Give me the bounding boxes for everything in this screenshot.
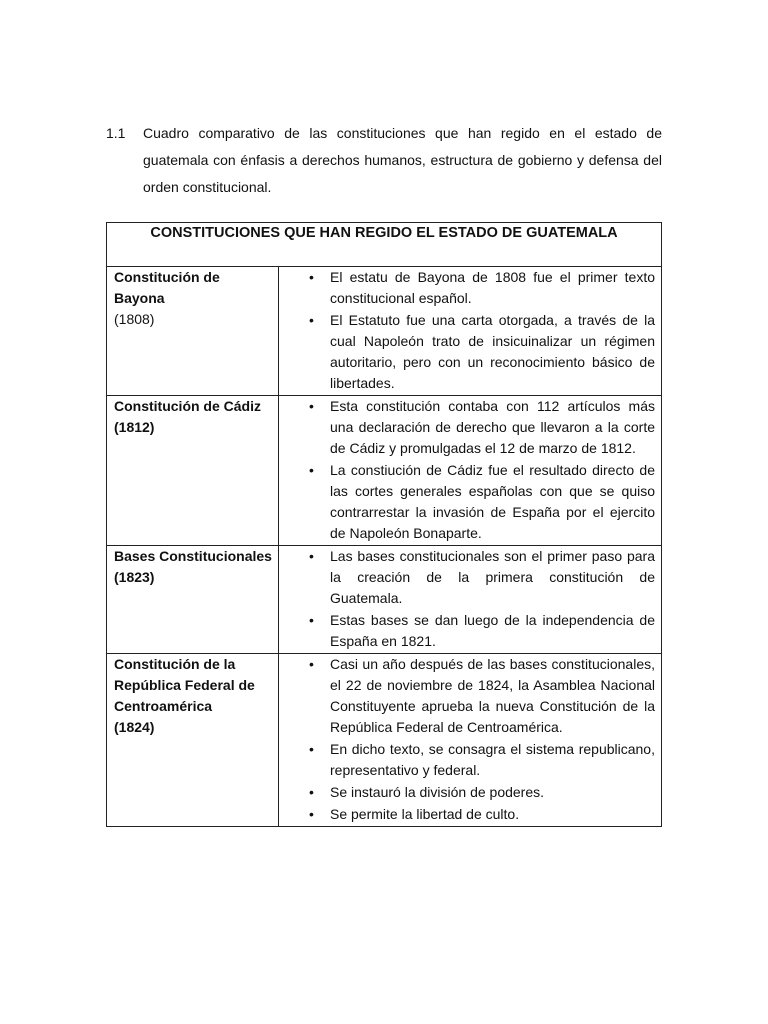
description-cell: [279, 267, 662, 396]
description-cell: [279, 396, 662, 546]
comparison-table: [106, 222, 662, 827]
description-cell: [279, 546, 662, 654]
bullet-icon: •: [309, 806, 314, 822]
constitution-year: (1824): [114, 719, 155, 735]
description-list: [285, 654, 655, 825]
intro-text: Cuadro comparativo de las constituciones que han regido en el estado de guatemala con énfasis a derechos humanos, estructura de gobierno y defensa del orden constitucional.: [143, 125, 662, 195]
bullet-icon: •: [309, 269, 314, 285]
description-list: [285, 396, 655, 544]
bullet-icon: •: [309, 784, 314, 800]
list-item: [285, 267, 655, 309]
list-item: [285, 460, 655, 544]
constitution-year: (1812): [114, 419, 155, 435]
bullet-icon: •: [309, 741, 314, 757]
list-item: [285, 782, 655, 803]
bullet-icon: •: [309, 548, 314, 564]
bullet-icon: •: [309, 462, 314, 478]
constitution-name: Constitución de la República Federal de Centroamérica: [114, 656, 255, 714]
description-list: [285, 546, 655, 652]
table-row: [107, 654, 662, 827]
list-item-text: Se instauró la división de poderes.: [330, 784, 545, 800]
constitution-name: Constitución de Cádiz: [114, 398, 261, 414]
table-row: [107, 546, 662, 654]
constitution-name-cell: [107, 654, 279, 827]
constitution-name-cell: [107, 267, 279, 396]
constitution-name: Bases Constitucionales: [114, 548, 272, 564]
constitution-year: (1823): [114, 569, 155, 585]
description-cell: [279, 654, 662, 827]
list-item-text: El Estatuto fue una carta otorgada, a través de la cual Napoleón trato de insicuinalizar un régimen autoritario, pero con un reconocimiento básico de libertades.: [330, 312, 655, 391]
list-item: [285, 739, 655, 781]
bullet-icon: •: [309, 312, 314, 328]
list-item-text: Las bases constitucionales son el primer paso para la creación de la primera constitución de Guatemala.: [330, 548, 655, 606]
list-item: [285, 654, 655, 738]
bullet-icon: •: [309, 656, 314, 672]
description-list: [285, 267, 655, 394]
bullet-icon: •: [309, 398, 314, 414]
bullet-icon: •: [309, 612, 314, 628]
list-item: [285, 804, 655, 825]
list-item-text: La constiución de Cádiz fue el resultado directo de las cortes generales españolas con que se quiso contrarrestar la invasión de España por el ejercito de Napoleón Bonaparte.: [330, 462, 655, 541]
constitution-name: Constitución de Bayona: [114, 269, 220, 306]
list-item-text: El estatu de Bayona de 1808 fue el primer texto constitucional español.: [330, 269, 655, 306]
list-item: [285, 546, 655, 609]
list-item-text: En dicho texto, se consagra el sistema republicano, representativo y federal.: [330, 741, 655, 778]
constitution-year: (1808): [114, 311, 155, 327]
list-item: [285, 396, 655, 459]
list-item: [285, 610, 655, 652]
section-number: 1.1: [106, 125, 126, 141]
list-item-text: Esta constitución contaba con 112 artículos más una declaración de derecho que llevaron a la corte de Cádiz y promulgadas el 12 de marzo de 1812.: [330, 398, 655, 456]
table-row: [107, 396, 662, 546]
table-title: CONSTITUCIONES QUE HAN REGIDO EL ESTADO DE GUATEMALA: [107, 223, 662, 267]
table-body: [107, 267, 662, 827]
intro-paragraph: [106, 120, 662, 201]
constitution-name-cell: [107, 396, 279, 546]
list-item-text: Se permite la libertad de culto.: [330, 806, 520, 822]
constitution-name-cell: [107, 546, 279, 654]
list-item: [285, 310, 655, 394]
list-item-text: Casi un año después de las bases constitucionales, el 22 de noviembre de 1824, la Asamblea Nacional Constituyente aprueba la nueva Constitución de la República Federal de Centroamérica.: [330, 656, 655, 735]
table-row: [107, 267, 662, 396]
list-item-text: Estas bases se dan luego de la independencia de España en 1821.: [330, 612, 655, 649]
